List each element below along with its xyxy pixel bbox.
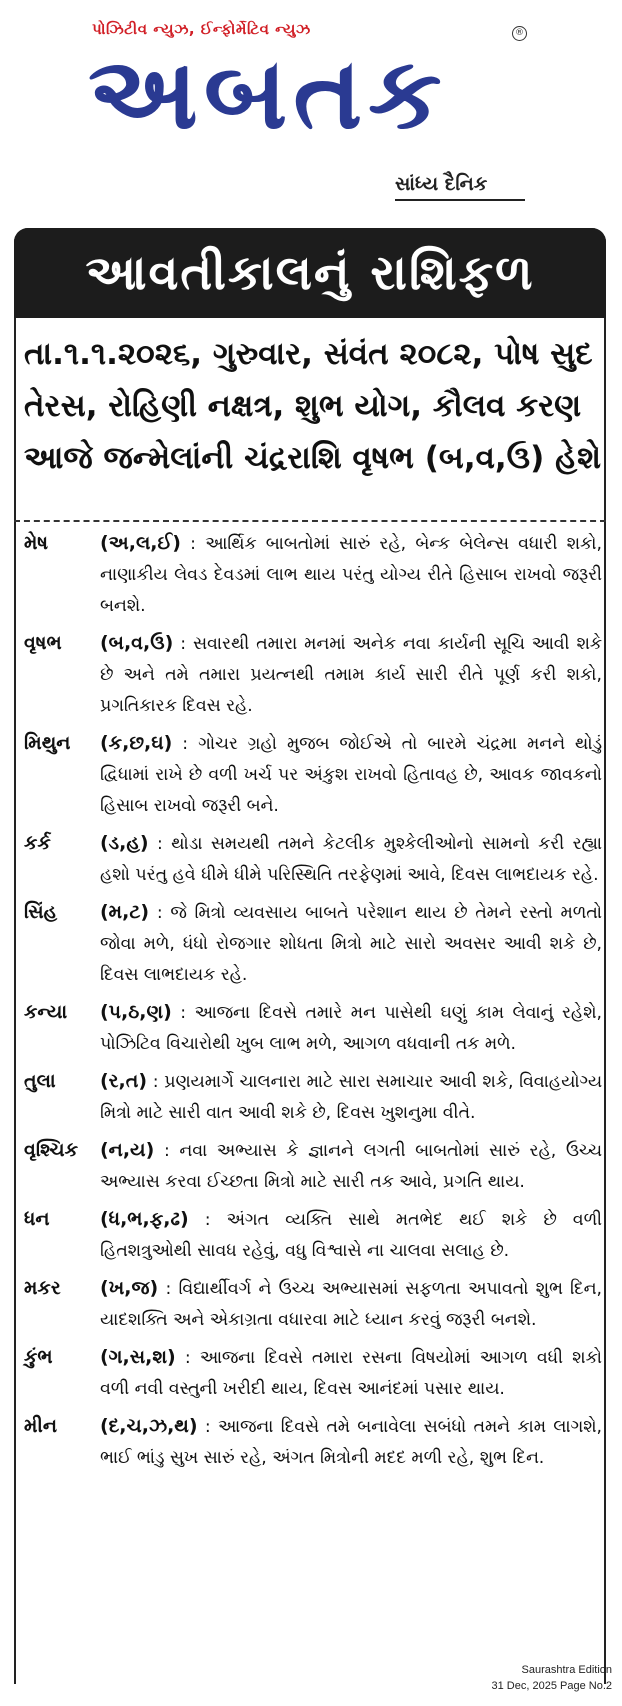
rashi-list xyxy=(24,528,602,1480)
rashi-prediction xyxy=(100,897,602,991)
rashi-letters: (ગ,સ,શ) xyxy=(100,1346,176,1368)
rashi-name: વૃષભ xyxy=(24,632,62,654)
rashi-text: : આજના દિવસે તમારે મન પાસેથી ઘણું કામ લેવાનું રહેશે, પોઝિટિવ વિચારોથી ખુબ લાભ મળે, આગળ વધવાની તક મળે. xyxy=(100,1003,602,1054)
masthead-tagline: પોઝિટીવ ન્યુઝ, ઈન્ફોર્મેટિવ ન્યુઝ xyxy=(92,20,311,38)
rashi-letters: (ડ,હ) xyxy=(100,832,149,854)
rashi-mithun xyxy=(24,728,602,822)
rashi-letters: (પ,ઠ,ણ) xyxy=(100,1001,172,1023)
masthead-subtitle: સાંધ્ય દૈનિક xyxy=(395,173,488,195)
horoscope-banner xyxy=(14,228,606,318)
rashi-prediction xyxy=(100,528,602,622)
rashi-dhan xyxy=(24,1204,602,1267)
rashi-prediction xyxy=(100,1273,602,1336)
dashed-divider xyxy=(14,520,606,522)
rashi-text: : આર્થિક બાબતોમાં સારું રહે, બેન્ક બેલેન્સ વધારી શકો, નાણાકીય લેવડ દેવડમાં લાભ થાય પરંતુ યોગ્ય રીતે હિસાબ રાખવો જરૂરી બનશે. xyxy=(100,534,602,616)
rashi-letters: (ધ,ભ,ફ,ઢ) xyxy=(100,1208,189,1230)
rashi-text: : આજના દિવસે તમે બનાવેલા સબંધો તમને કામ લાગશે, ભાઈ ભાંડુ સુખ સારું રહે, અંગત મિત્રોની મદદ મળી રહે, શુભ દિન. xyxy=(100,1417,602,1468)
panchang-line-2: તેરસ, રોહિણી નક્ષત્ર, શુભ યોગ, કૌલવ કરણ xyxy=(24,388,582,424)
rashi-text: : અંગત વ્યક્તિ સાથે મતભેદ થઈ શકે છે વળી હિતશત્રુઓથી સાવધ રહેવું, વધુ વિશ્વાસે ના ચાલવા સલાહ છે. xyxy=(100,1210,602,1261)
rashi-name: મકર xyxy=(24,1277,61,1299)
registered-mark: ® xyxy=(512,26,527,41)
rashi-name: કર્ક xyxy=(24,832,51,854)
rashi-kanya xyxy=(24,997,602,1060)
rashi-text: : ગોચર ગ્રહો મુજબ જોઈએ તો બારમે ચંદ્રમા મનને થોડું દ્વિધામાં રાખે છે વળી ખર્ચ પર અંકુશ રાખવો હિતાવહ છે, આવક જાવકનો હિસાબ રાખવો જરૂરી બને. xyxy=(100,734,602,816)
rashi-name: સિંહ xyxy=(24,901,58,923)
rashi-letters: (અ,લ,ઈ) xyxy=(100,532,181,554)
panchang-line-1: તા.૧.૧.૨૦૨૬, ગુરુવાર, સંવંત ૨૦૮૨, પોષ સુદ xyxy=(24,336,593,372)
panchang-block xyxy=(24,328,600,484)
rashi-letters: (ર,ત) xyxy=(100,1070,148,1092)
rashi-prediction xyxy=(100,828,602,891)
rashi-letters: (ખ,જ) xyxy=(100,1277,159,1299)
subtitle-underline xyxy=(395,199,525,201)
rashi-letters: (મ,ટ) xyxy=(100,901,150,923)
rashi-mesh xyxy=(24,528,602,622)
rashi-meen xyxy=(24,1411,602,1474)
rashi-text: : થોડા સમયથી તમને કેટલીક મુશ્કેલીઓનો સામનો કરી રહ્યા હશો પરંતુ હવે ધીમે ધીમે પરિસ્થિતિ તરફેણમાં આવે, દિવસ લાભદાયક રહે. xyxy=(100,834,603,885)
rashi-letters: (બ,વ,ઉ) xyxy=(100,632,174,654)
masthead xyxy=(0,0,622,215)
rashi-name: ધન xyxy=(24,1208,50,1230)
rashi-makar xyxy=(24,1273,602,1336)
rashi-name: કુંભ xyxy=(24,1346,53,1368)
rashi-text: : આજના દિવસે તમારા રસના વિષયોમાં આગળ વધી શકો વળી નવી વસ્તુની ખરીદી થાય, દિવસ આનંદમાં પસાર થાય. xyxy=(100,1348,602,1399)
edition-date-page: 31 Dec, 2025 Page No.2 xyxy=(491,1680,612,1692)
rashi-text: : સવારથી તમારા મનમાં અનેક નવા કાર્યની સૂચિ આવી શકે છે અને તમે તમારા પ્રયત્નથી તમામ કાર્ય સારી રીતે પૂર્ણ કરી શકો, પ્રગતિકારક દિવસ રહે. xyxy=(100,634,602,716)
rashi-name: કન્યા xyxy=(24,1001,68,1023)
rashi-prediction xyxy=(100,1204,602,1267)
rashi-name: તુલા xyxy=(24,1070,56,1092)
rashi-prediction xyxy=(100,997,602,1060)
rashi-text: : પ્રણયમાર્ગે ચાલનારા માટે સારા સમાચાર આવી શકે, વિવાહયોગ્ય મિત્રો માટે સારી વાત આવી શકે છે, દિવસ ખુશનુમા વીતે. xyxy=(100,1072,603,1123)
rashi-text: : જે મિત્રો વ્યવસાય બાબતે પરેશાન થાય છે તેમને રસ્તો મળતો જોવા મળે, ધંધો રોજગાર શોધતા મિત્રો માટે સારો અવસર આવી શકે છે, દિવસ લાભદાયક રહે. xyxy=(100,903,602,985)
rashi-sinh xyxy=(24,897,602,991)
rashi-vrushabh xyxy=(24,628,602,722)
rashi-name: મિથુન xyxy=(24,732,71,754)
edition-name: Saurashtra Edition xyxy=(521,1664,612,1676)
abtak-logo: અબતક xyxy=(88,35,448,152)
edition-footer xyxy=(492,1662,612,1694)
rashi-name: મીન xyxy=(24,1415,58,1437)
rashi-text: : વિદ્યાર્થીવર્ગ ને ઉચ્ચ અભ્યાસમાં સફળતા અપાવતો શુભ દિન, યાદશક્તિ અને એકાગ્રતા વધારવા માટે ધ્યાન કરવું જરૂરી બનશે. xyxy=(100,1279,602,1330)
rashi-prediction xyxy=(100,1135,602,1198)
rashi-prediction xyxy=(100,628,602,722)
rashi-letters: (દ,ચ,ઝ,થ) xyxy=(100,1415,198,1437)
rashi-name: મેષ xyxy=(24,532,49,554)
rashi-name: વૃશ્ચિક xyxy=(24,1139,78,1161)
rashi-vrushchik xyxy=(24,1135,602,1198)
rashi-letters: (ન,ય) xyxy=(100,1139,155,1161)
rashi-prediction xyxy=(100,1342,602,1405)
rashi-prediction xyxy=(100,1066,602,1129)
banner-title: આવતીકાલનું રાશિફળ xyxy=(85,245,535,301)
rashi-letters: (ક,છ,ઘ) xyxy=(100,732,173,754)
rashi-kark xyxy=(24,828,602,891)
rashi-text: : નવા અભ્યાસ કે જ્ઞાનને લગતી બાબતોમાં સારું રહે, ઉચ્ચ અભ્યાસ કરવા ઈચ્છતા મિત્રો માટે સારી તક આવે, પ્રગતિ થાય. xyxy=(100,1141,602,1192)
rashi-tula xyxy=(24,1066,602,1129)
panchang-line-3: આજે જન્મેલાંની ચંદ્રરાશિ વૃષભ (બ,વ,ઉ) હેશે xyxy=(24,440,602,476)
rashi-kumbh xyxy=(24,1342,602,1405)
rashi-prediction xyxy=(100,1411,602,1474)
rashi-prediction xyxy=(100,728,602,822)
